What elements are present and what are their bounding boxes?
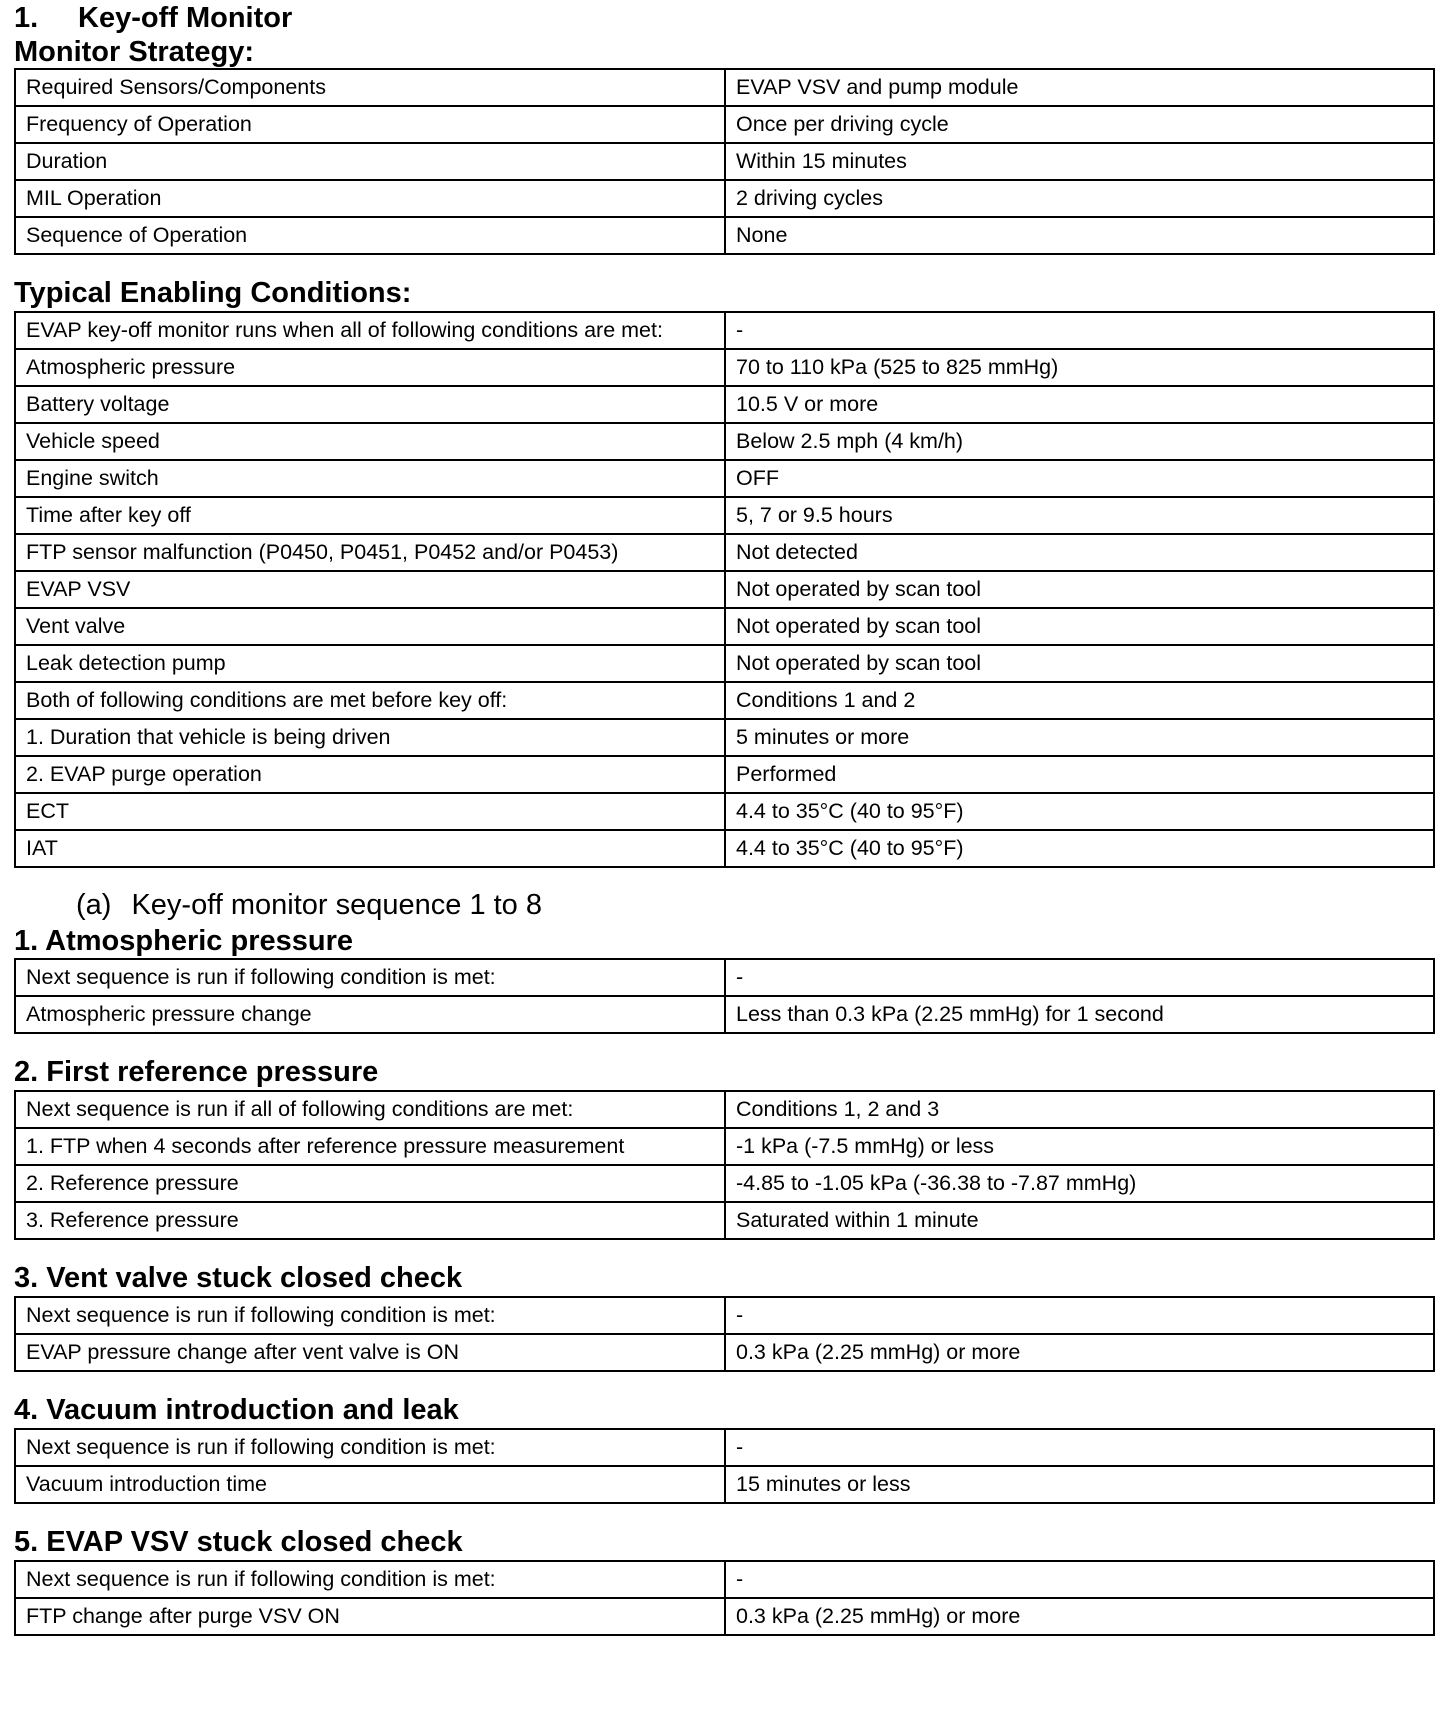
value-cell: - bbox=[725, 1297, 1434, 1334]
table-row bbox=[15, 608, 1434, 645]
condition-cell: FTP change after purge VSV ON bbox=[15, 1598, 725, 1635]
title-text: Key-off Monitor bbox=[78, 2, 293, 34]
table-row bbox=[15, 1334, 1434, 1371]
table-row bbox=[15, 1466, 1434, 1503]
table-row bbox=[15, 180, 1434, 217]
value-cell: 4.4 to 35°C (40 to 95°F) bbox=[725, 793, 1434, 830]
seq5-table bbox=[14, 1560, 1435, 1636]
seq3-heading: 3. Vent valve stuck closed check bbox=[14, 1262, 463, 1294]
enabling-conditions-heading: Typical Enabling Conditions: bbox=[14, 277, 412, 309]
value-cell: - bbox=[725, 1429, 1434, 1466]
document-title bbox=[14, 0, 1435, 36]
value-cell: Within 15 minutes bbox=[725, 143, 1434, 180]
value-cell: 15 minutes or less bbox=[725, 1466, 1434, 1503]
condition-cell: Next sequence is run if following condition is met: bbox=[15, 959, 725, 996]
value-cell: 10.5 V or more bbox=[725, 386, 1434, 423]
condition-cell: EVAP pressure change after vent valve is ON bbox=[15, 1334, 725, 1371]
table-row bbox=[15, 830, 1434, 867]
table-row bbox=[15, 571, 1434, 608]
table-row bbox=[15, 312, 1434, 349]
table-row bbox=[15, 756, 1434, 793]
condition-cell: Battery voltage bbox=[15, 386, 725, 423]
value-cell: - bbox=[725, 312, 1434, 349]
value-cell: 4.4 to 35°C (40 to 95°F) bbox=[725, 830, 1434, 867]
seq1-table bbox=[14, 958, 1435, 1034]
table-row bbox=[15, 793, 1434, 830]
value-cell: Conditions 1 and 2 bbox=[725, 682, 1434, 719]
value-cell: 5 minutes or more bbox=[725, 719, 1434, 756]
condition-cell: Atmospheric pressure bbox=[15, 349, 725, 386]
condition-cell: Required Sensors/Components bbox=[15, 69, 725, 106]
table-row bbox=[15, 534, 1434, 571]
table-row bbox=[15, 349, 1434, 386]
condition-cell: Time after key off bbox=[15, 497, 725, 534]
condition-cell: Both of following conditions are met before key off: bbox=[15, 682, 725, 719]
condition-cell: Vacuum introduction time bbox=[15, 1466, 725, 1503]
table-row bbox=[15, 1429, 1434, 1466]
table-row bbox=[15, 1091, 1434, 1128]
condition-cell: IAT bbox=[15, 830, 725, 867]
document bbox=[14, 0, 1435, 1636]
value-cell: - bbox=[725, 1561, 1434, 1598]
value-cell: -1 kPa (-7.5 mmHg) or less bbox=[725, 1128, 1434, 1165]
condition-cell: 1. FTP when 4 seconds after reference pressure measurement bbox=[15, 1128, 725, 1165]
value-cell: OFF bbox=[725, 460, 1434, 497]
value-cell: Less than 0.3 kPa (2.25 mmHg) for 1 second bbox=[725, 996, 1434, 1033]
value-cell: 5, 7 or 9.5 hours bbox=[725, 497, 1434, 534]
value-cell: -4.85 to -1.05 kPa (-36.38 to -7.87 mmHg) bbox=[725, 1165, 1434, 1202]
value-cell: 0.3 kPa (2.25 mmHg) or more bbox=[725, 1334, 1434, 1371]
table-row bbox=[15, 106, 1434, 143]
seq5-heading: 5. EVAP VSV stuck closed check bbox=[14, 1526, 463, 1558]
sequence-subheading bbox=[14, 886, 1435, 924]
condition-cell: Next sequence is run if all of following conditions are met: bbox=[15, 1091, 725, 1128]
condition-cell: ECT bbox=[15, 793, 725, 830]
condition-cell: Atmospheric pressure change bbox=[15, 996, 725, 1033]
monitor-strategy-heading: Monitor Strategy: bbox=[14, 36, 255, 68]
condition-cell: 2. EVAP purge operation bbox=[15, 756, 725, 793]
value-cell: Not detected bbox=[725, 534, 1434, 571]
value-cell: Below 2.5 mph (4 km/h) bbox=[725, 423, 1434, 460]
table-row bbox=[15, 217, 1434, 254]
table-row bbox=[15, 143, 1434, 180]
table-row bbox=[15, 497, 1434, 534]
table-row bbox=[15, 1561, 1434, 1598]
condition-cell: EVAP key-off monitor runs when all of following conditions are met: bbox=[15, 312, 725, 349]
condition-cell: Vehicle speed bbox=[15, 423, 725, 460]
value-cell: Not operated by scan tool bbox=[725, 608, 1434, 645]
condition-cell: Sequence of Operation bbox=[15, 217, 725, 254]
table-row bbox=[15, 645, 1434, 682]
table-row bbox=[15, 1202, 1434, 1239]
seq2-table bbox=[14, 1090, 1435, 1240]
value-cell: Not operated by scan tool bbox=[725, 571, 1434, 608]
condition-cell: Frequency of Operation bbox=[15, 106, 725, 143]
value-cell: None bbox=[725, 217, 1434, 254]
seq3-table bbox=[14, 1296, 1435, 1372]
table-row bbox=[15, 69, 1434, 106]
condition-cell: Next sequence is run if following condition is met: bbox=[15, 1561, 725, 1598]
table-row bbox=[15, 1598, 1434, 1635]
table-row bbox=[15, 1165, 1434, 1202]
value-cell: Saturated within 1 minute bbox=[725, 1202, 1434, 1239]
table-row bbox=[15, 719, 1434, 756]
condition-cell: Leak detection pump bbox=[15, 645, 725, 682]
table-row bbox=[15, 423, 1434, 460]
seq1-heading: 1. Atmospheric pressure bbox=[14, 925, 353, 957]
condition-cell: Vent valve bbox=[15, 608, 725, 645]
condition-cell: Next sequence is run if following condition is met: bbox=[15, 1297, 725, 1334]
value-cell: Conditions 1, 2 and 3 bbox=[725, 1091, 1434, 1128]
condition-cell: MIL Operation bbox=[15, 180, 725, 217]
condition-cell: Next sequence is run if following condition is met: bbox=[15, 1429, 725, 1466]
seq4-heading: 4. Vacuum introduction and leak bbox=[14, 1394, 459, 1426]
condition-cell: Duration bbox=[15, 143, 725, 180]
value-cell: 0.3 kPa (2.25 mmHg) or more bbox=[725, 1598, 1434, 1635]
condition-cell: Engine switch bbox=[15, 460, 725, 497]
title-number: 1. bbox=[14, 2, 39, 34]
value-cell: 70 to 110 kPa (525 to 825 mmHg) bbox=[725, 349, 1434, 386]
condition-cell: EVAP VSV bbox=[15, 571, 725, 608]
condition-cell: FTP sensor malfunction (P0450, P0451, P0452 and/or P0453) bbox=[15, 534, 725, 571]
value-cell: Performed bbox=[725, 756, 1434, 793]
subheading-text: Key-off monitor sequence 1 to 8 bbox=[131, 889, 542, 921]
seq4-table bbox=[14, 1428, 1435, 1504]
table-row bbox=[15, 386, 1434, 423]
value-cell: 2 driving cycles bbox=[725, 180, 1434, 217]
condition-cell: 1. Duration that vehicle is being driven bbox=[15, 719, 725, 756]
table-row bbox=[15, 996, 1434, 1033]
condition-cell: 3. Reference pressure bbox=[15, 1202, 725, 1239]
condition-cell: 2. Reference pressure bbox=[15, 1165, 725, 1202]
seq2-heading: 2. First reference pressure bbox=[14, 1056, 379, 1088]
value-cell: Not operated by scan tool bbox=[725, 645, 1434, 682]
monitor-strategy-table bbox=[14, 68, 1435, 255]
value-cell: - bbox=[725, 959, 1434, 996]
value-cell: Once per driving cycle bbox=[725, 106, 1434, 143]
table-row bbox=[15, 1297, 1434, 1334]
table-row bbox=[15, 682, 1434, 719]
table-row bbox=[15, 460, 1434, 497]
table-row bbox=[15, 1128, 1434, 1165]
enabling-conditions-table bbox=[14, 311, 1435, 868]
table-row bbox=[15, 959, 1434, 996]
value-cell: EVAP VSV and pump module bbox=[725, 69, 1434, 106]
subheading-label: (a) bbox=[76, 889, 112, 921]
